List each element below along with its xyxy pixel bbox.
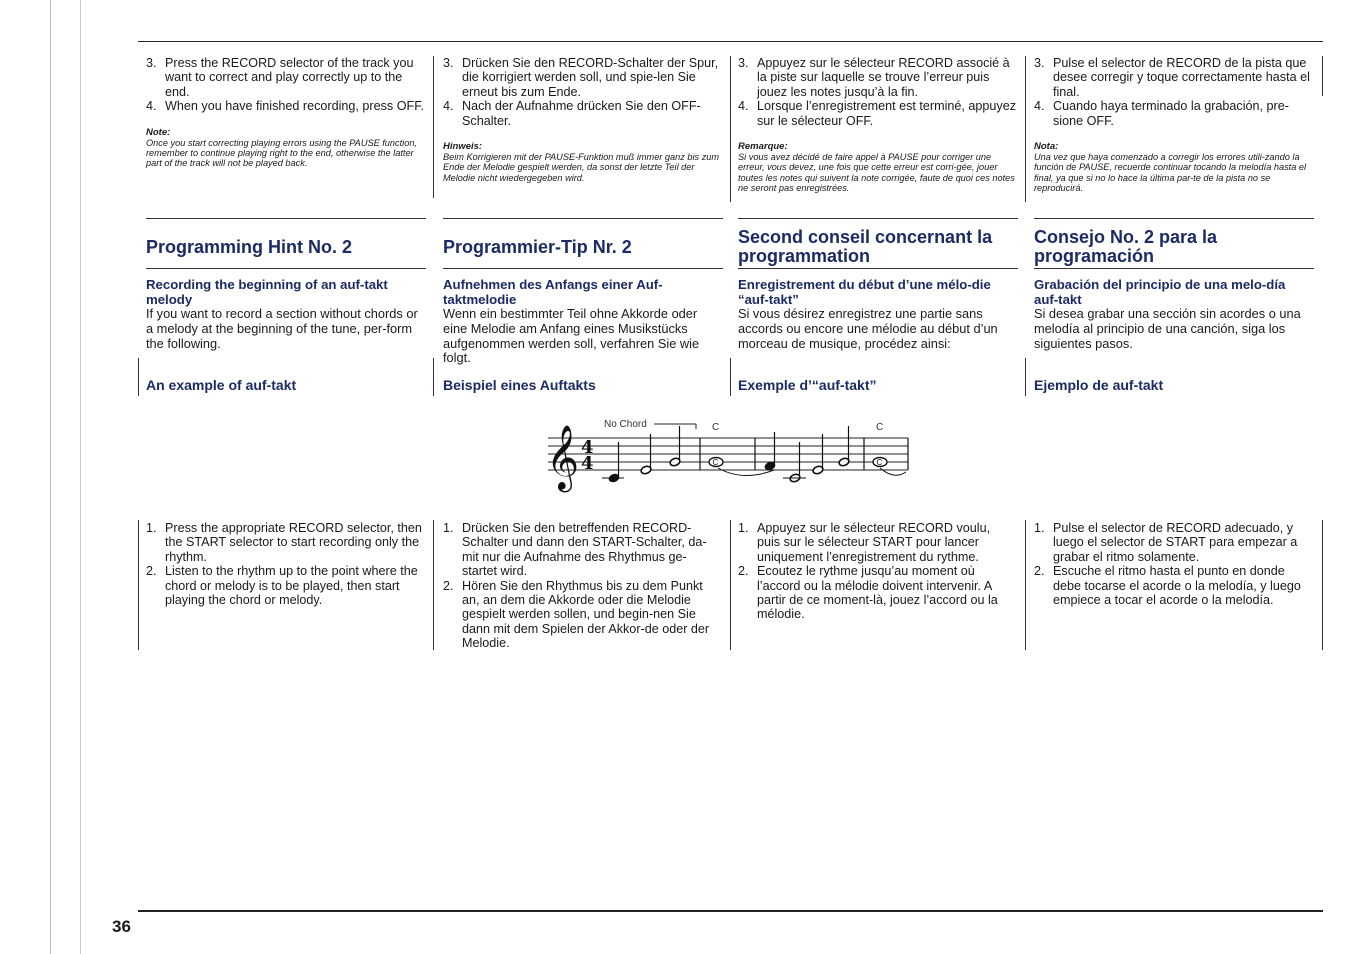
- section-spanish: [1034, 226, 1312, 351]
- list-number: 1.: [738, 521, 749, 535]
- section-french: [738, 226, 1016, 351]
- section-rule: [443, 218, 723, 219]
- list-item: [738, 99, 1016, 128]
- list-item-text: Cuando haya terminado la grabación, pre-sione OFF.: [1053, 99, 1289, 128]
- column-english-steps: [146, 521, 424, 607]
- top-rule: [138, 41, 1323, 42]
- column-divider: [433, 358, 434, 396]
- list-number: 1.: [146, 521, 157, 535]
- list-item: [146, 56, 424, 99]
- column-divider: [730, 56, 731, 202]
- column-divider: [433, 520, 434, 650]
- list-item-text: Escuche el ritmo hasta el punto en donde debe tocarse el acorde o la melodía, y luego empiece a tocar el acorde o la melodía.: [1053, 564, 1301, 608]
- note-text: Una vez que haya comenzado a corregir los errores utili-zando la función de PAUSE, recuerde continuar tocando la melodía hasta el final, ya que si no lo hace la última par-te de la pista no se reproducirá.: [1034, 152, 1307, 194]
- example-label: An example of auf-takt: [146, 377, 297, 393]
- column-spanish-top: [1034, 56, 1312, 194]
- list-number: 2.: [1034, 564, 1045, 579]
- list-item: [738, 56, 1016, 99]
- list-number: 2.: [146, 564, 157, 579]
- steps-list: [1034, 521, 1312, 607]
- note-text: Beim Korrigieren mit der PAUSE-Funktion muß immer ganz bis zum Ende der Melodie gespielt werden, da sonst der letzte Teil der Melodie nicht wiedergegeben wird.: [443, 152, 720, 183]
- column-divider: [1322, 56, 1323, 96]
- correction-steps-list: [738, 56, 1016, 128]
- subheading: Aufnehmen des Anfangs einer Auf-taktmelodie: [443, 277, 663, 307]
- staff-lines: [548, 438, 908, 470]
- time-signature-top: 4: [581, 437, 594, 458]
- note-label: Note:: [146, 126, 171, 138]
- steps-list: [443, 521, 721, 651]
- intro-text: Si desea grabar una sección sin acordes o una melodía al principio de una canción, siga los siguientes pasos.: [1034, 306, 1301, 351]
- section-german: [443, 226, 721, 366]
- subheading: Enregistrement du début d’une mélo-die “auf-takt”: [738, 277, 991, 307]
- list-item-text: Lorsque l’enregistrement est terminé, appuyez sur le sélecteur OFF.: [757, 99, 1017, 128]
- steps-list: [738, 521, 1016, 622]
- bottom-rule: [138, 910, 1323, 912]
- section-rule: [738, 218, 1018, 219]
- section-heading: Consejo No. 2 para la programación: [1034, 227, 1218, 266]
- section-english: [146, 226, 424, 351]
- note-label: Hinweis:: [443, 141, 483, 153]
- music-score: [538, 412, 918, 494]
- no-chord-label: No Chord: [604, 419, 647, 430]
- column-german-top: [443, 56, 721, 183]
- list-number: 3.: [1034, 56, 1045, 70]
- list-number: 2.: [443, 578, 454, 593]
- chord-symbol: C: [876, 422, 884, 433]
- intro-text: Si vous désirez enregistrez une partie sans accords ou encore une mélodie au début d’un morceau de musique, procédez ainsi:: [738, 306, 998, 351]
- intro-text: If you want to record a section without chords or a melody at the beginning of the tune, per-form the following.: [146, 306, 418, 351]
- list-item: [443, 56, 721, 99]
- list-item-text: Appuyez sur le sélecteur RECORD associé à la piste sur laquelle se trouve l’erreur puis jouez les notes jusqu’à la fin.: [757, 56, 1010, 99]
- list-item-text: Listen to the rhythm up to the point where the chord or melody is to be played, then start playing the chord or melody.: [165, 564, 418, 608]
- list-item: [738, 521, 1016, 564]
- column-german-steps: [443, 521, 721, 651]
- column-french-top: [738, 56, 1016, 194]
- section-rule: [1034, 218, 1314, 219]
- section-heading: Programmier-Tip Nr. 2: [443, 236, 632, 257]
- list-item: [443, 579, 721, 651]
- list-item: [738, 564, 1016, 622]
- column-spanish-steps: [1034, 521, 1312, 607]
- list-number: 1.: [1034, 521, 1045, 535]
- list-number: 3.: [443, 56, 454, 70]
- correction-steps-list: [443, 56, 721, 128]
- list-item-text: Drücken Sie den RECORD-Schalter der Spur, die korrigiert werden soll, und spie-len Sie erneut bis zum Ende.: [462, 56, 719, 99]
- column-divider: [1025, 520, 1026, 650]
- list-item-text: Appuyez sur le sélecteur RECORD voulu, puis sur le sélecteur START pour lancer uniquement l’enregistrement du rythme.: [757, 521, 991, 564]
- column-divider: [1025, 56, 1026, 202]
- note-label: Remarque:: [738, 141, 788, 153]
- list-item: [1034, 564, 1312, 607]
- list-number: 2.: [738, 564, 749, 579]
- treble-clef-icon: 𝄞: [546, 425, 580, 490]
- list-item: [443, 521, 721, 579]
- list-item: [1034, 521, 1312, 564]
- list-item-text: Nach der Aufnahme drücken Sie den OFF-Schalter.: [462, 99, 701, 128]
- list-item: [443, 99, 721, 128]
- column-divider: [138, 520, 139, 650]
- list-item: [146, 521, 424, 564]
- circled-note-label: C: [876, 458, 883, 467]
- steps-list: [146, 521, 424, 607]
- list-number: 4.: [443, 99, 454, 114]
- column-divider: [1025, 358, 1026, 396]
- list-number: 3.: [146, 56, 157, 70]
- column-divider: [730, 358, 731, 396]
- column-divider: [730, 520, 731, 650]
- intro-text: Wenn ein bestimmter Teil ohne Akkorde oder eine Melodie am Anfang eines Musikstücks aufgenommen werden soll, verfahren Sie wie folgt.: [443, 306, 700, 366]
- binding-edge: [50, 0, 51, 954]
- example-label: Ejemplo de auf-takt: [1034, 377, 1164, 393]
- list-item-text: Pulse el selector de RECORD adecuado, y luego el selector de START para empezar a grabar el ritmo solamente.: [1053, 521, 1298, 564]
- section-heading: Second conseil concernant la programmation: [738, 227, 993, 266]
- note-label: Nota:: [1034, 141, 1059, 153]
- list-number: 4.: [1034, 99, 1045, 114]
- note-text: Once you start correcting playing errors using the PAUSE function, remember to continue playing right to the end, otherwise the latter part of the track will not be played back.: [146, 137, 417, 169]
- page-number: 36: [112, 917, 131, 936]
- list-item-text: Press the appropriate RECORD selector, then the START selector to start recording only the rhythm.: [165, 521, 422, 564]
- list-number: 4.: [738, 99, 749, 114]
- section-heading: Programming Hint No. 2: [146, 236, 353, 257]
- list-number: 1.: [443, 521, 454, 535]
- example-label: Exemple d’“auf-takt”: [738, 377, 877, 393]
- chord-symbol: C: [712, 422, 720, 433]
- column-divider: [1322, 520, 1323, 650]
- section-rule: [146, 218, 426, 219]
- list-item-text: When you have finished recording, press OFF.: [165, 99, 424, 114]
- correction-steps-list: [146, 56, 424, 114]
- subheading: Recording the beginning of an auf-takt melody: [146, 277, 388, 307]
- list-number: 3.: [738, 56, 749, 70]
- list-item-text: Pulse el selector de RECORD de la pista que desee corregir y toque correctamente hasta el final.: [1053, 56, 1310, 99]
- list-item-text: Hören Sie den Rhythmus bis zu dem Punkt an, an dem die Akkorde oder die Melodie gespielt werden sollen, und begin-nen Sie dann mit dem Spielen der Akkor-de oder der Melodie.: [462, 578, 710, 651]
- list-item: [1034, 56, 1312, 99]
- note-text: Si vous avez décidé de faire appel à PAUSE pour corriger une erreur, vous devez, une fois que cette erreur est corri-gée, jouer toutes les notes qui suivent la note corrigée, faute de quoi ces notes ne seront pas enregistrées.: [738, 152, 1015, 194]
- list-item: [146, 99, 424, 113]
- list-item: [146, 564, 424, 607]
- list-item-text: Press the RECORD selector of the track you want to correct and play correctly up to the end.: [165, 56, 414, 99]
- binding-edge-inner: [80, 0, 81, 954]
- subheading: Grabación del principio de una melo-día auf-takt: [1034, 277, 1286, 307]
- time-signature-bottom: 4: [581, 453, 594, 474]
- circled-note-label: C: [712, 458, 719, 467]
- example-label: Beispiel eines Auftakts: [443, 377, 596, 393]
- column-divider: [138, 358, 139, 396]
- column-french-steps: [738, 521, 1016, 622]
- list-item-text: Ecoutez le rythme jusqu’au moment où l’accord ou la mélodie doivent intervenir. A partir de ce moment-là, jouez l’accord ou la mélodie.: [757, 564, 998, 622]
- list-item: [1034, 99, 1312, 128]
- list-item-text: Drücken Sie den betreffenden RECORD-Schalter und dann den START-Schalter, da-mit nur die Aufnahme des Rhythmus ge-startet wird.: [462, 521, 707, 579]
- column-divider: [433, 56, 434, 198]
- column-english-top: [146, 56, 424, 169]
- correction-steps-list: [1034, 56, 1312, 128]
- list-number: 4.: [146, 99, 157, 114]
